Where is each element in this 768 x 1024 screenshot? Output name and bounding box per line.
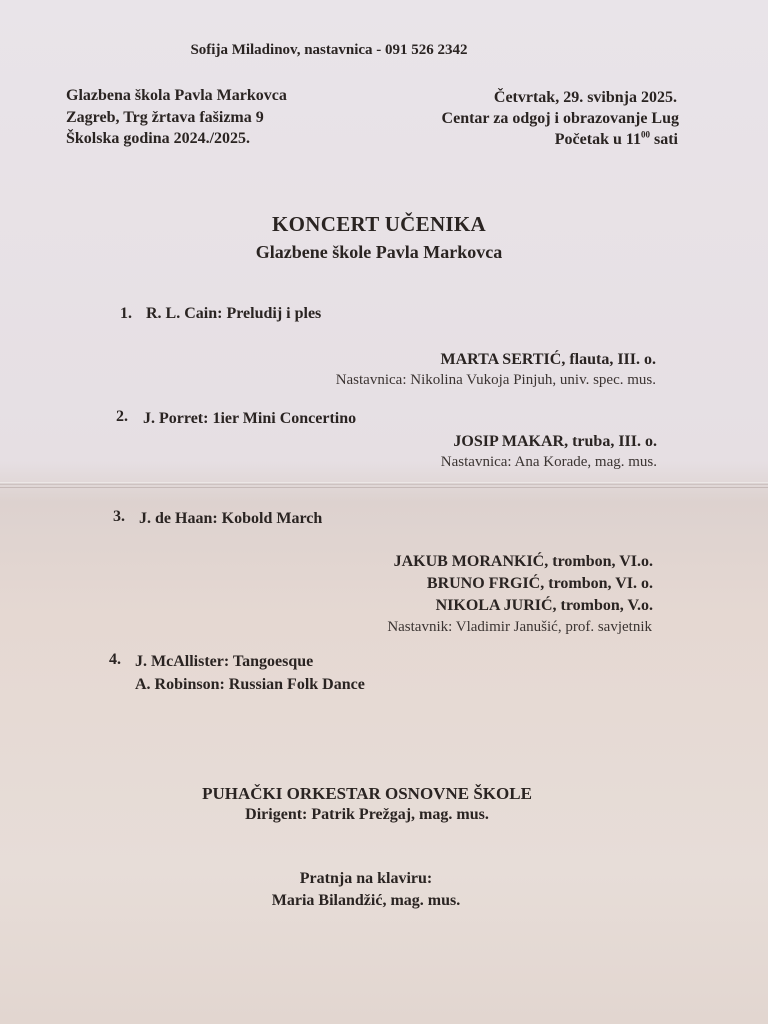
performer-name: JOSIP MAKAR xyxy=(453,433,565,450)
contact-line: Sofija Miladinov, nastavnica - 091 526 2342 xyxy=(190,42,468,58)
performer-detail: , trombon, VI. o. xyxy=(540,575,653,592)
accompaniment-label: Pratnja na klaviru: xyxy=(299,870,433,887)
teacher-3: Nastavnik: Vladimir Janušić, prof. savjetnik xyxy=(387,619,652,635)
performer-name: NIKOLA JURIĆ xyxy=(435,597,553,614)
performer-1-1 xyxy=(440,351,656,369)
paper-fold xyxy=(0,482,768,485)
paper-fold-shadow xyxy=(0,487,768,488)
event-venue: Centar za odgoj i obrazovanje Lug xyxy=(441,110,679,127)
program-number-4: 4. xyxy=(109,651,121,668)
event-time-sup: 00 xyxy=(641,129,650,140)
performer-detail: , trombon, V.o. xyxy=(552,597,653,614)
event-time xyxy=(555,131,678,149)
program-piece-2: J. Porret: 1ier Mini Concertino xyxy=(143,410,357,427)
performer-detail: , trombon, VI.o. xyxy=(544,553,653,570)
program-number-3: 3. xyxy=(113,508,125,525)
school-address: Zagreb, Trg žrtava fašizma 9 xyxy=(66,109,264,126)
program-piece-3: J. de Haan: Kobold March xyxy=(139,510,323,527)
program-number-2: 2. xyxy=(116,408,128,425)
concert-subtitle: Glazbene škole Pavla Markovca xyxy=(255,242,503,262)
performer-3-2 xyxy=(427,575,653,593)
orchestra-conductor: Dirigent: Patrik Prežgaj, mag. mus. xyxy=(245,806,489,823)
program-number-1: 1. xyxy=(120,305,132,322)
performer-detail: , truba, III. o. xyxy=(564,433,657,450)
teacher-2: Nastavnica: Ana Korade, mag. mus. xyxy=(440,454,657,470)
accompaniment-name: Maria Bilandžić, mag. mus. xyxy=(271,892,461,909)
performer-detail: , flauta, III. o. xyxy=(561,351,656,368)
orchestra-name: PUHAČKI ORKESTAR OSNOVNE ŠKOLE xyxy=(202,784,532,803)
performer-name: MARTA SERTIĆ xyxy=(440,351,562,368)
concert-title: KONCERT UČENIKA xyxy=(272,212,486,236)
school-year: Školska godina 2024./2025. xyxy=(66,130,251,147)
school-name: Glazbena škola Pavla Markovca xyxy=(66,87,287,104)
teacher-1: Nastavnica: Nikolina Vukoja Pinjuh, univ. spec. mus. xyxy=(335,372,656,388)
program-piece-4b: A. Robinson: Russian Folk Dance xyxy=(135,676,365,693)
performer-3-3 xyxy=(436,597,653,615)
event-date: Četvrtak, 29. svibnja 2025. xyxy=(493,89,677,106)
program-piece-4a: J. McAllister: Tangoesque xyxy=(135,653,314,670)
event-time-suffix: sati xyxy=(650,131,678,148)
program-piece-1: R. L. Cain: Preludij i ples xyxy=(146,305,322,322)
performer-name: BRUNO FRGIĆ xyxy=(426,575,541,592)
event-time-prefix: Početak u 11 xyxy=(554,131,641,148)
performer-2-1 xyxy=(453,433,657,451)
performer-name: JAKUB MORANKIĆ xyxy=(393,553,545,570)
performer-3-1 xyxy=(394,553,653,571)
